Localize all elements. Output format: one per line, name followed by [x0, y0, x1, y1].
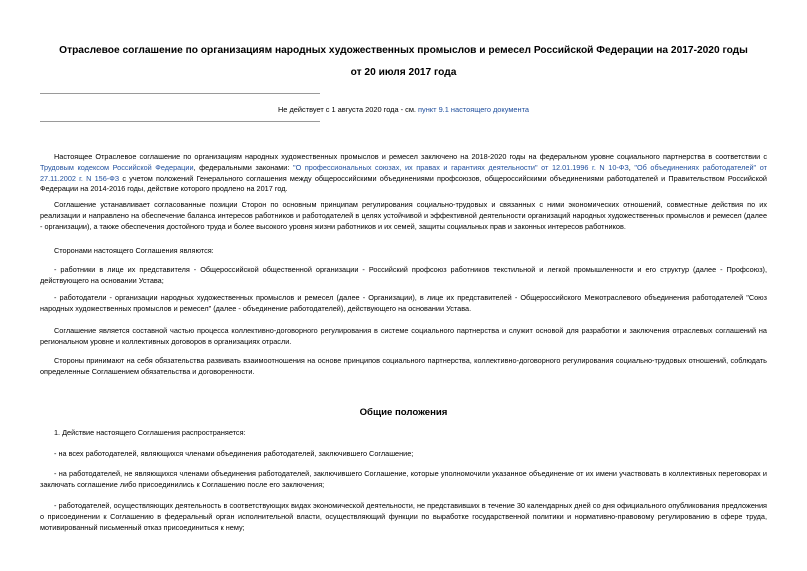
divider-top [40, 93, 320, 94]
intro-paragraph-1 [40, 152, 767, 195]
intro-paragraph-6: Соглашение является составной частью процесса коллективно-договорного регулирования в системе социального партнерства и служит основой для разработки и заключения отраслевых соглашений на региональном уровне и коллективных договоров в организациях отрасли. [40, 326, 767, 346]
labor-code-link[interactable]: Трудовым кодексом Российской Федерации [40, 162, 194, 172]
intro-paragraph-5: - работодатели - организации народных художественных промыслов и ремесел (далее - Организации), в лице их представителей - Общероссийского Межотраслевого объединения работодателей "Союз народных художественных промыслов и ремесел" (далее - объединение работодателей), действующего на основании Устава. [40, 293, 767, 313]
paragraph-text: , федеральными законами: [193, 162, 293, 172]
status-note [40, 105, 767, 114]
general-paragraph-4: - работодателей, осуществляющих деятельность в соответствующих видах экономической деятельности, не представивших в течение 30 календарных дней со дня официального опубликования предложения о присоединении к Соглашению в федеральный орган исполнительной власти, осуществляющий функции по выработке государственной политики и нормативно-правовому регулированию в сфере труда, мотивированный письменный отказ присоединиться к нему; [40, 501, 767, 532]
intro-paragraph-4: - работники в лице их представителя - Общероссийской общественной организации - Российский профсоюз работников текстильной и легкой промышленности и его структур (далее - Профсоюз), действующего на основании Устава; [40, 265, 767, 285]
status-link[interactable]: пункт 9.1 настоящего документа [418, 105, 530, 114]
paragraph-text: с учетом положений Генерального соглашения между общероссийскими объединениями профсоюзов, общероссийскими объединениями работодателей и Правительством Российской Федерации на 2014-2016 годы, действие которого продлено на 2017 год. [40, 173, 767, 194]
status-text: Не действует с 1 августа 2020 года - см. [277, 105, 419, 114]
document-date: от 20 июля 2017 года [350, 67, 457, 78]
paragraph-text: , [628, 162, 635, 172]
section-heading: Общие положения [359, 407, 448, 418]
trade-unions-law-link[interactable]: "О профессиональных союзах, их правах и гарантиях деятельности" от 12.01.1996 г. N 10-ФЗ [293, 162, 629, 172]
intro-paragraph-7: Стороны принимают на себя обязательства развивать взаимоотношения на основе принципов социального партнерства, коллективно-договорного регулирования социально-трудовых отношений, соблюдать определенные Соглашением обязательства и договоренности. [40, 356, 767, 376]
employers-associations-law-link[interactable]: "Об объединениях работодателей" от 27.11.2002 г. N 156-ФЗ [40, 162, 767, 183]
divider-bottom [40, 121, 320, 122]
intro-paragraph-3: Сторонами настоящего Соглашения являются: [54, 246, 214, 255]
intro-paragraph-2: Соглашение устанавливает согласованные позиции Сторон по основным принципам регулирования социально-трудовых и связанных с ними экономических отношений, совместные действия по их реализации и направлено на обеспечение баланса интересов работников и работодателей в целях устойчивой и эффективной деятельности организаций народных художественных промыслов и ремесел (далее - организации), а также обеспечения достойного труда и более высокого уровня жизни работников и их семей, защиты социальных прав и законных интересов работников. [40, 200, 767, 231]
paragraph-text: Настоящее Отраслевое соглашение по организациям народных художественных промыслов и ремесел заключено на 2018-2020 годы на федеральном уровне социального партнерства в соответствии с [54, 152, 767, 161]
document-title: Отраслевое соглашение по организациям народных художественных промыслов и ремесел Российской Федерации на 2017-2020 годы [59, 45, 748, 56]
general-paragraph-1: 1. Действие настоящего Соглашения распространяется: [54, 428, 246, 437]
general-paragraph-2: - на всех работодателей, являющихся членами объединения работодателей, заключившего Соглашение; [54, 449, 414, 458]
general-paragraph-3: - на работодателей, не являющихся членами объединения работодателей, заключившего Соглашение, которые уполномочили указанное объединение от их имени участвовать в коллективных переговорах и заключать соглашение либо присоединились к Соглашению после его заключения; [40, 469, 767, 489]
